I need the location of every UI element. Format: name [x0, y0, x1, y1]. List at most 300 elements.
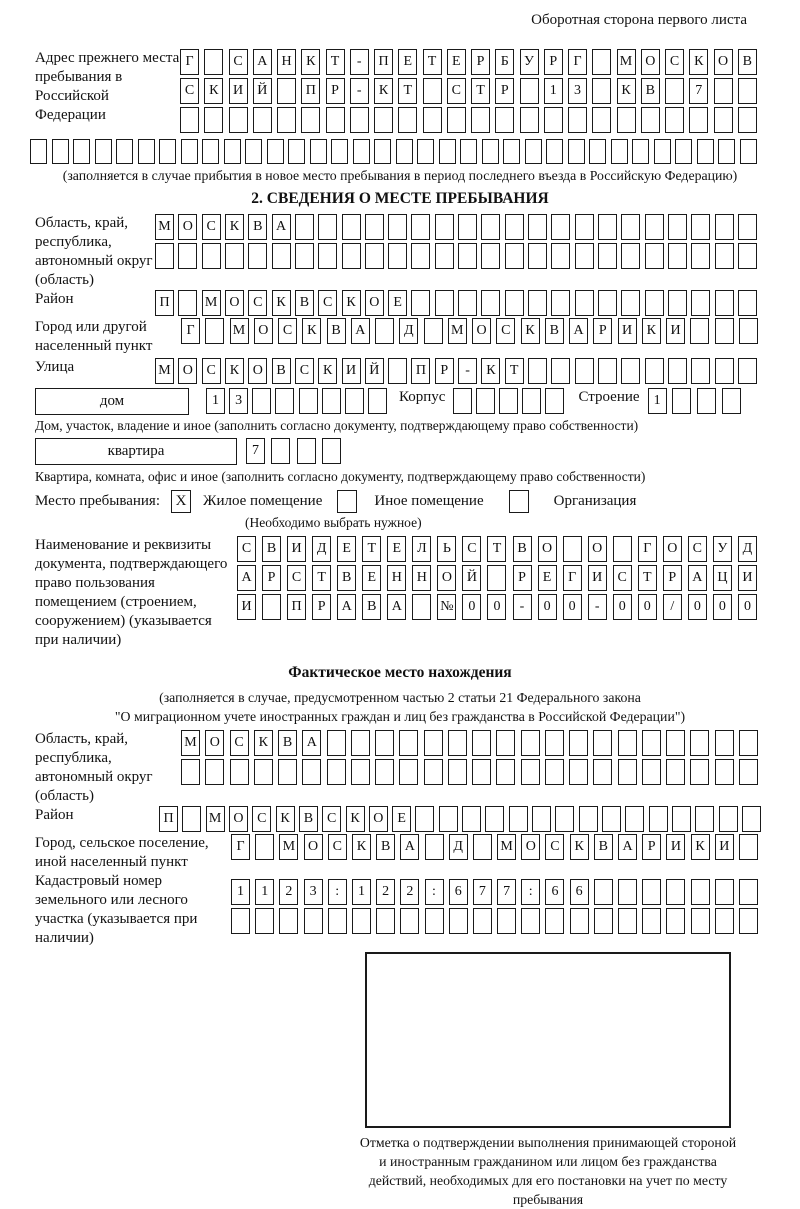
char-cell	[715, 214, 734, 240]
char-cell	[528, 214, 547, 240]
other-premises-label: Иное помещение	[374, 493, 484, 509]
char-cell	[224, 139, 241, 164]
document-row-3	[237, 594, 757, 620]
char-cell	[328, 908, 347, 934]
char-cell	[279, 908, 298, 934]
char-cell: С	[318, 290, 337, 316]
char-cell: М	[155, 358, 174, 384]
char-cell: М	[617, 49, 636, 75]
char-cell	[275, 388, 294, 414]
char-cell: К	[346, 806, 365, 832]
char-cell: Е	[538, 565, 557, 591]
char-cell: А	[400, 834, 419, 860]
char-cell	[301, 107, 320, 133]
char-cell	[342, 214, 361, 240]
char-cell	[453, 388, 472, 414]
char-cell: К	[276, 806, 295, 832]
char-cell	[267, 139, 284, 164]
char-cell	[551, 214, 570, 240]
char-cell	[327, 730, 346, 756]
char-cell	[496, 759, 515, 785]
char-cell: П	[287, 594, 306, 620]
char-cell: Й	[253, 78, 272, 104]
actual-city-block	[35, 834, 765, 872]
char-cell	[295, 243, 314, 269]
document-block	[35, 536, 765, 650]
place-type-label: Место пребывания:	[35, 493, 160, 509]
char-cell: Р	[471, 49, 490, 75]
char-cell	[697, 139, 714, 164]
char-cell: Р	[495, 78, 514, 104]
char-cell	[435, 214, 454, 240]
street-block	[35, 358, 765, 384]
char-cell: В	[594, 834, 613, 860]
char-cell	[178, 243, 197, 269]
page-side-note: Оборотная сторона первого листа	[531, 12, 747, 28]
char-cell	[642, 879, 661, 905]
char-cell	[424, 730, 443, 756]
char-cell: П	[301, 78, 320, 104]
char-cell	[425, 834, 444, 860]
char-cell	[399, 730, 418, 756]
char-cell: И	[666, 834, 685, 860]
char-cell: Р	[663, 565, 682, 591]
char-cell: Р	[435, 358, 454, 384]
char-cell: К	[318, 358, 337, 384]
char-cell	[545, 759, 564, 785]
char-cell	[718, 139, 735, 164]
residential-checkbox: X	[171, 490, 191, 513]
street-label: Улица	[35, 359, 75, 375]
char-cell	[351, 759, 370, 785]
char-cell	[654, 139, 671, 164]
char-cell: К	[342, 290, 361, 316]
char-cell: Т	[362, 536, 381, 562]
char-cell	[202, 243, 221, 269]
char-cell: С	[180, 78, 199, 104]
char-cell	[691, 358, 710, 384]
prev-address-block	[35, 49, 765, 136]
char-cell: В	[295, 290, 314, 316]
char-cell: Д	[449, 834, 468, 860]
char-cell	[327, 759, 346, 785]
char-cell: К	[352, 834, 371, 860]
char-cell	[545, 388, 564, 414]
char-cell	[528, 358, 547, 384]
char-cell	[342, 243, 361, 269]
char-cell	[472, 730, 491, 756]
char-cell: 0	[462, 594, 481, 620]
char-cell	[592, 49, 611, 75]
char-cell: К	[302, 318, 321, 344]
char-cell	[521, 759, 540, 785]
char-cell: Е	[337, 536, 356, 562]
apartment-row	[246, 438, 341, 464]
char-cell	[520, 107, 539, 133]
char-cell	[544, 107, 563, 133]
char-cell: 6	[449, 879, 468, 905]
char-cell	[351, 730, 370, 756]
char-cell: М	[155, 214, 174, 240]
char-cell: Р	[312, 594, 331, 620]
char-cell	[476, 388, 495, 414]
char-cell: Т	[326, 49, 345, 75]
char-cell: В	[376, 834, 395, 860]
char-cell	[271, 438, 290, 464]
char-cell	[350, 107, 369, 133]
char-cell	[181, 139, 198, 164]
char-cell: С	[496, 318, 515, 344]
char-cell: А	[302, 730, 321, 756]
char-cell	[715, 358, 734, 384]
char-cell: О	[588, 536, 607, 562]
char-cell	[439, 806, 458, 832]
actual-city-label: Город, сельское поселение, иной населенный пункт	[35, 835, 209, 870]
char-cell: Г	[563, 565, 582, 591]
other-premises-checkbox	[337, 490, 357, 513]
char-cell: 0	[638, 594, 657, 620]
char-cell: Д	[738, 536, 757, 562]
char-cell: С	[229, 49, 248, 75]
char-cell	[568, 107, 587, 133]
char-cell: О	[663, 536, 682, 562]
char-cell	[545, 730, 564, 756]
char-cell	[715, 908, 734, 934]
char-cell	[632, 139, 649, 164]
char-cell	[532, 806, 551, 832]
char-cell	[368, 388, 387, 414]
char-cell	[617, 107, 636, 133]
char-cell: С	[248, 290, 267, 316]
actual-region-label: Область, край, республика, автономный округ (область)	[35, 731, 153, 804]
char-cell	[255, 908, 274, 934]
char-cell	[448, 759, 467, 785]
char-cell	[449, 908, 468, 934]
char-cell: С	[328, 834, 347, 860]
char-cell: 1	[231, 879, 250, 905]
char-cell: А	[237, 565, 256, 591]
char-cell: Г	[638, 536, 657, 562]
char-cell: А	[618, 834, 637, 860]
char-cell: С	[688, 536, 707, 562]
char-cell	[691, 214, 710, 240]
char-cell	[425, 908, 444, 934]
char-cell: М	[230, 318, 249, 344]
char-cell	[570, 908, 589, 934]
char-cell: О	[437, 565, 456, 591]
char-cell	[365, 214, 384, 240]
char-cell	[181, 759, 200, 785]
char-cell: Н	[277, 49, 296, 75]
char-cell	[229, 107, 248, 133]
char-cell: А	[253, 49, 272, 75]
char-cell	[592, 107, 611, 133]
prev-address-label: Адрес прежнего места пребывания в Российской Федерации	[35, 50, 180, 123]
char-cell: О	[521, 834, 540, 860]
char-cell	[618, 879, 637, 905]
actual-district-label: Район	[35, 807, 74, 823]
char-cell	[505, 214, 524, 240]
char-cell	[551, 243, 570, 269]
char-cell: С	[230, 730, 249, 756]
char-cell: Т	[505, 358, 524, 384]
char-cell: С	[447, 78, 466, 104]
actual-region-row-2	[181, 759, 758, 785]
char-cell	[255, 834, 274, 860]
char-cell: О	[205, 730, 224, 756]
char-cell	[618, 730, 637, 756]
char-cell	[593, 759, 612, 785]
char-cell: 7	[689, 78, 708, 104]
char-cell	[318, 214, 337, 240]
apartment-field-box: квартира	[35, 438, 237, 465]
char-cell	[715, 759, 734, 785]
char-cell: Р	[642, 834, 661, 860]
char-cell: О	[538, 536, 557, 562]
char-cell: С	[462, 536, 481, 562]
region-block	[35, 214, 765, 290]
char-cell	[672, 806, 691, 832]
char-cell: В	[641, 78, 660, 104]
char-cell	[575, 214, 594, 240]
actual-region-row-1	[181, 730, 758, 756]
char-cell	[689, 107, 708, 133]
char-cell	[739, 730, 758, 756]
char-cell	[621, 214, 640, 240]
char-cell	[375, 318, 394, 344]
char-cell	[625, 806, 644, 832]
document-row-2	[237, 565, 757, 591]
char-cell	[277, 78, 296, 104]
char-cell	[642, 730, 661, 756]
char-cell: Л	[412, 536, 431, 562]
actual-district-block	[35, 806, 765, 832]
char-cell: :	[521, 879, 540, 905]
house-block	[35, 388, 765, 415]
char-cell: 6	[545, 879, 564, 905]
char-cell	[458, 243, 477, 269]
char-cell: К	[481, 358, 500, 384]
house-field-box: дом	[35, 388, 189, 415]
char-cell: Ц	[713, 565, 732, 591]
char-cell	[204, 107, 223, 133]
char-cell: О	[304, 834, 323, 860]
char-cell: О	[365, 290, 384, 316]
char-cell: У	[713, 536, 732, 562]
char-cell	[473, 834, 492, 860]
char-cell	[252, 388, 271, 414]
char-cell	[649, 806, 668, 832]
char-cell: С	[545, 834, 564, 860]
char-cell: 7	[246, 438, 265, 464]
char-cell: -	[513, 594, 532, 620]
char-cell: К	[617, 78, 636, 104]
char-cell: О	[248, 358, 267, 384]
char-cell: В	[545, 318, 564, 344]
char-cell	[388, 214, 407, 240]
char-cell: 0	[487, 594, 506, 620]
char-cell: К	[642, 318, 661, 344]
char-cell: 1	[648, 388, 667, 414]
char-cell	[375, 730, 394, 756]
char-cell: /	[663, 594, 682, 620]
char-cell	[205, 318, 224, 344]
char-cell	[665, 107, 684, 133]
char-cell: Е	[387, 536, 406, 562]
char-cell	[563, 536, 582, 562]
char-cell: 1	[255, 879, 274, 905]
char-cell: Р	[326, 78, 345, 104]
char-cell	[481, 214, 500, 240]
cadastral-row-2	[231, 908, 758, 934]
char-cell: М	[448, 318, 467, 344]
char-cell	[435, 243, 454, 269]
char-cell: Е	[388, 290, 407, 316]
char-cell: К	[691, 834, 710, 860]
char-cell	[739, 834, 758, 860]
char-cell	[297, 438, 316, 464]
char-cell: 1	[544, 78, 563, 104]
char-cell	[621, 290, 640, 316]
char-cell	[299, 388, 318, 414]
char-cell: Р	[593, 318, 612, 344]
char-cell: С	[202, 214, 221, 240]
char-cell: :	[425, 879, 444, 905]
char-cell	[598, 290, 617, 316]
char-cell	[738, 290, 757, 316]
char-cell	[738, 243, 757, 269]
document-row-1	[237, 536, 757, 562]
organization-checkbox	[509, 490, 529, 513]
char-cell	[496, 730, 515, 756]
char-cell	[411, 214, 430, 240]
char-cell: И	[287, 536, 306, 562]
char-cell	[645, 358, 664, 384]
char-cell	[472, 759, 491, 785]
char-cell	[288, 139, 305, 164]
char-cell	[345, 388, 364, 414]
char-cell	[495, 107, 514, 133]
house-number-row	[206, 388, 387, 414]
char-cell: К	[254, 730, 273, 756]
char-cell	[642, 759, 661, 785]
apartment-block	[35, 438, 765, 465]
actual-location-note-1: (заполняется в случае, предусмотренном частью 2 статьи 21 Федерального закона	[159, 690, 641, 705]
char-cell: К	[272, 290, 291, 316]
char-cell: С	[202, 358, 221, 384]
char-cell: О	[714, 49, 733, 75]
char-cell	[589, 139, 606, 164]
char-cell	[411, 243, 430, 269]
char-cell	[485, 806, 504, 832]
char-cell	[621, 358, 640, 384]
char-cell: -	[588, 594, 607, 620]
char-cell: №	[437, 594, 456, 620]
char-cell: Г	[231, 834, 250, 860]
char-cell: Г	[568, 49, 587, 75]
char-cell: И	[588, 565, 607, 591]
char-cell	[598, 358, 617, 384]
char-cell	[598, 243, 617, 269]
char-cell	[668, 290, 687, 316]
char-cell	[423, 78, 442, 104]
char-cell: Р	[513, 565, 532, 591]
char-cell	[509, 806, 528, 832]
char-cell: 2	[400, 879, 419, 905]
char-cell: И	[666, 318, 685, 344]
prev-address-row-1	[180, 49, 757, 75]
char-cell: 1	[206, 388, 225, 414]
char-cell	[448, 730, 467, 756]
city-block	[35, 318, 765, 356]
cadastral-block	[35, 872, 765, 948]
char-cell	[331, 139, 348, 164]
char-cell	[278, 759, 297, 785]
korpus-row	[453, 388, 564, 414]
char-cell: С	[295, 358, 314, 384]
char-cell	[159, 139, 176, 164]
char-cell	[675, 139, 692, 164]
char-cell: В	[327, 318, 346, 344]
char-cell: Т	[471, 78, 490, 104]
char-cell: Г	[181, 318, 200, 344]
char-cell	[388, 358, 407, 384]
char-cell: О	[369, 806, 388, 832]
char-cell: М	[181, 730, 200, 756]
char-cell	[568, 139, 585, 164]
char-cell	[722, 388, 741, 414]
char-cell	[521, 730, 540, 756]
stroenie-row	[648, 388, 741, 414]
char-cell: А	[569, 318, 588, 344]
actual-location-title: Фактическое место нахождения	[288, 664, 512, 681]
char-cell	[668, 358, 687, 384]
char-cell: И	[237, 594, 256, 620]
char-cell	[52, 139, 69, 164]
char-cell	[471, 107, 490, 133]
char-cell: 0	[713, 594, 732, 620]
char-cell	[697, 388, 716, 414]
char-cell	[642, 908, 661, 934]
char-cell	[353, 139, 370, 164]
char-cell	[499, 388, 518, 414]
char-cell: 6	[570, 879, 589, 905]
char-cell	[666, 879, 685, 905]
prev-address-row-3	[180, 107, 757, 133]
char-cell	[73, 139, 90, 164]
prev-address-row-2	[180, 78, 757, 104]
char-cell: С	[287, 565, 306, 591]
char-cell	[155, 243, 174, 269]
char-cell: Б	[495, 49, 514, 75]
char-cell: О	[225, 290, 244, 316]
char-cell	[374, 139, 391, 164]
char-cell	[138, 139, 155, 164]
char-cell	[116, 139, 133, 164]
char-cell	[621, 243, 640, 269]
char-cell	[714, 78, 733, 104]
char-cell: О	[178, 214, 197, 240]
char-cell	[521, 908, 540, 934]
char-cell: О	[472, 318, 491, 344]
char-cell: С	[665, 49, 684, 75]
char-cell	[611, 139, 628, 164]
char-cell	[691, 879, 710, 905]
house-note: Дом, участок, владение и иное (заполнить согласно документу, подтверждающему право собственности)	[35, 418, 639, 433]
char-cell	[528, 243, 547, 269]
char-cell	[417, 139, 434, 164]
char-cell	[738, 214, 757, 240]
